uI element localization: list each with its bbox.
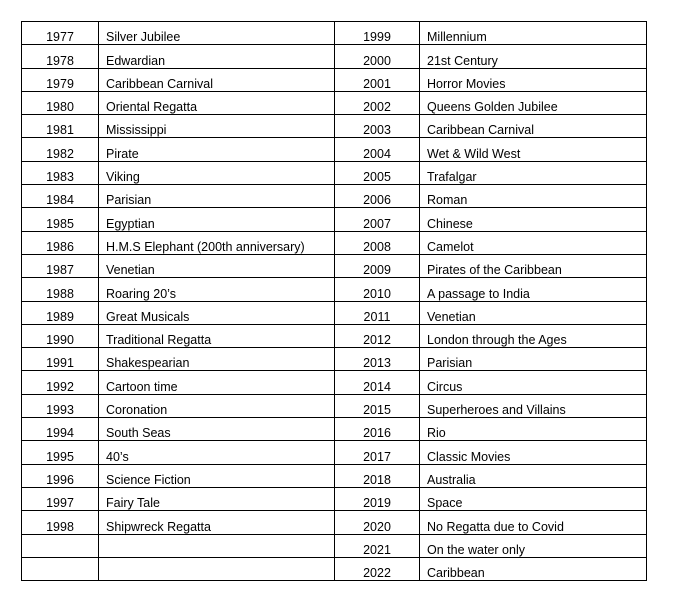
table-row	[22, 324, 647, 347]
table-row	[22, 487, 647, 510]
table-row	[22, 301, 647, 324]
left-year-cell: 1997	[22, 487, 99, 510]
left-year-cell: 1992	[22, 371, 99, 394]
right-year-cell: 2017	[335, 441, 420, 464]
left-year-cell: 1984	[22, 185, 99, 208]
table-row	[22, 22, 647, 45]
right-theme-cell: Space	[420, 487, 647, 510]
left-year-cell: 1994	[22, 418, 99, 441]
left-year-cell: 1978	[22, 45, 99, 68]
table-row	[22, 161, 647, 184]
left-theme-cell: Traditional Regatta	[99, 324, 335, 347]
right-year-cell: 1999	[335, 22, 420, 45]
left-year-cell: 1990	[22, 324, 99, 347]
table-row	[22, 557, 647, 580]
left-theme-cell: Cartoon time	[99, 371, 335, 394]
table-row	[22, 138, 647, 161]
right-year-cell: 2006	[335, 185, 420, 208]
table-row	[22, 464, 647, 487]
table-row	[22, 91, 647, 114]
table-row	[22, 185, 647, 208]
right-year-cell: 2001	[335, 68, 420, 91]
right-year-cell: 2007	[335, 208, 420, 231]
left-theme-cell: Shakespearian	[99, 348, 335, 371]
right-theme-cell: No Regatta due to Covid	[420, 511, 647, 534]
left-theme-cell: Egyptian	[99, 208, 335, 231]
table-row	[22, 371, 647, 394]
left-theme-cell: South Seas	[99, 418, 335, 441]
right-theme-cell: Superheroes and Villains	[420, 394, 647, 417]
right-year-cell: 2022	[335, 557, 420, 580]
left-theme-cell: Silver Jubilee	[99, 22, 335, 45]
right-theme-cell: Caribbean Carnival	[420, 115, 647, 138]
left-year-cell: 1998	[22, 511, 99, 534]
right-year-cell: 2010	[335, 278, 420, 301]
right-year-cell: 2013	[335, 348, 420, 371]
table-row	[22, 254, 647, 277]
right-theme-cell: Camelot	[420, 231, 647, 254]
right-year-cell: 2000	[335, 45, 420, 68]
table-row	[22, 348, 647, 371]
left-year-cell: 1995	[22, 441, 99, 464]
table-row	[22, 45, 647, 68]
right-theme-cell: Roman	[420, 185, 647, 208]
left-theme-cell: Great Musicals	[99, 301, 335, 324]
right-year-cell: 2009	[335, 254, 420, 277]
right-theme-cell: London through the Ages	[420, 324, 647, 347]
left-theme-cell: H.M.S Elephant (200th anniversary)	[99, 231, 335, 254]
table-row	[22, 278, 647, 301]
right-year-cell: 2019	[335, 487, 420, 510]
left-year-cell: 1988	[22, 278, 99, 301]
table-row	[22, 115, 647, 138]
right-theme-cell: Rio	[420, 418, 647, 441]
right-theme-cell: Pirates of the Caribbean	[420, 254, 647, 277]
left-theme-cell: Fairy Tale	[99, 487, 335, 510]
right-year-cell: 2002	[335, 91, 420, 114]
left-year-cell: 1983	[22, 161, 99, 184]
table-row	[22, 231, 647, 254]
right-theme-cell: Millennium	[420, 22, 647, 45]
right-theme-cell: Wet & Wild West	[420, 138, 647, 161]
left-theme-cell: 40’s	[99, 441, 335, 464]
right-theme-cell: On the water only	[420, 534, 647, 557]
right-year-cell: 2014	[335, 371, 420, 394]
left-theme-cell: Pirate	[99, 138, 335, 161]
left-year-cell: 1980	[22, 91, 99, 114]
table-row	[22, 511, 647, 534]
right-year-cell: 2020	[335, 511, 420, 534]
right-theme-cell: Venetian	[420, 301, 647, 324]
left-year-cell: 1991	[22, 348, 99, 371]
left-theme-cell: Science Fiction	[99, 464, 335, 487]
left-theme-cell	[99, 557, 335, 580]
left-theme-cell: Caribbean Carnival	[99, 68, 335, 91]
right-year-cell: 2016	[335, 418, 420, 441]
right-year-cell: 2003	[335, 115, 420, 138]
left-theme-cell: Oriental Regatta	[99, 91, 335, 114]
left-theme-cell: Edwardian	[99, 45, 335, 68]
left-year-cell: 1977	[22, 22, 99, 45]
left-theme-cell: Coronation	[99, 394, 335, 417]
right-year-cell: 2015	[335, 394, 420, 417]
right-theme-cell: A passage to India	[420, 278, 647, 301]
right-year-cell: 2021	[335, 534, 420, 557]
left-theme-cell: Viking	[99, 161, 335, 184]
left-year-cell: 1987	[22, 254, 99, 277]
right-theme-cell: Trafalgar	[420, 161, 647, 184]
left-year-cell: 1979	[22, 68, 99, 91]
right-theme-cell: Parisian	[420, 348, 647, 371]
table-row	[22, 441, 647, 464]
right-year-cell: 2018	[335, 464, 420, 487]
right-theme-cell: Horror Movies	[420, 68, 647, 91]
table-row	[22, 68, 647, 91]
left-theme-cell: Shipwreck Regatta	[99, 511, 335, 534]
right-year-cell: 2005	[335, 161, 420, 184]
right-year-cell: 2008	[335, 231, 420, 254]
left-year-cell: 1993	[22, 394, 99, 417]
table-row	[22, 534, 647, 557]
left-year-cell: 1982	[22, 138, 99, 161]
left-theme-cell: Roaring 20’s	[99, 278, 335, 301]
left-year-cell: 1986	[22, 231, 99, 254]
right-theme-cell: Chinese	[420, 208, 647, 231]
left-year-cell: 1996	[22, 464, 99, 487]
right-theme-cell: Classic Movies	[420, 441, 647, 464]
left-year-cell: 1981	[22, 115, 99, 138]
right-year-cell: 2004	[335, 138, 420, 161]
left-year-cell: 1989	[22, 301, 99, 324]
left-theme-cell	[99, 534, 335, 557]
left-year-cell	[22, 534, 99, 557]
left-theme-cell: Mississippi	[99, 115, 335, 138]
right-theme-cell: 21st Century	[420, 45, 647, 68]
right-year-cell: 2012	[335, 324, 420, 347]
left-year-cell	[22, 557, 99, 580]
regatta-themes-table	[21, 21, 647, 581]
table-row	[22, 208, 647, 231]
left-theme-cell: Parisian	[99, 185, 335, 208]
right-year-cell: 2011	[335, 301, 420, 324]
table-body	[22, 22, 647, 581]
left-theme-cell: Venetian	[99, 254, 335, 277]
right-theme-cell: Queens Golden Jubilee	[420, 91, 647, 114]
right-theme-cell: Australia	[420, 464, 647, 487]
table-row	[22, 418, 647, 441]
left-year-cell: 1985	[22, 208, 99, 231]
right-theme-cell: Circus	[420, 371, 647, 394]
right-theme-cell: Caribbean	[420, 557, 647, 580]
table-row	[22, 394, 647, 417]
